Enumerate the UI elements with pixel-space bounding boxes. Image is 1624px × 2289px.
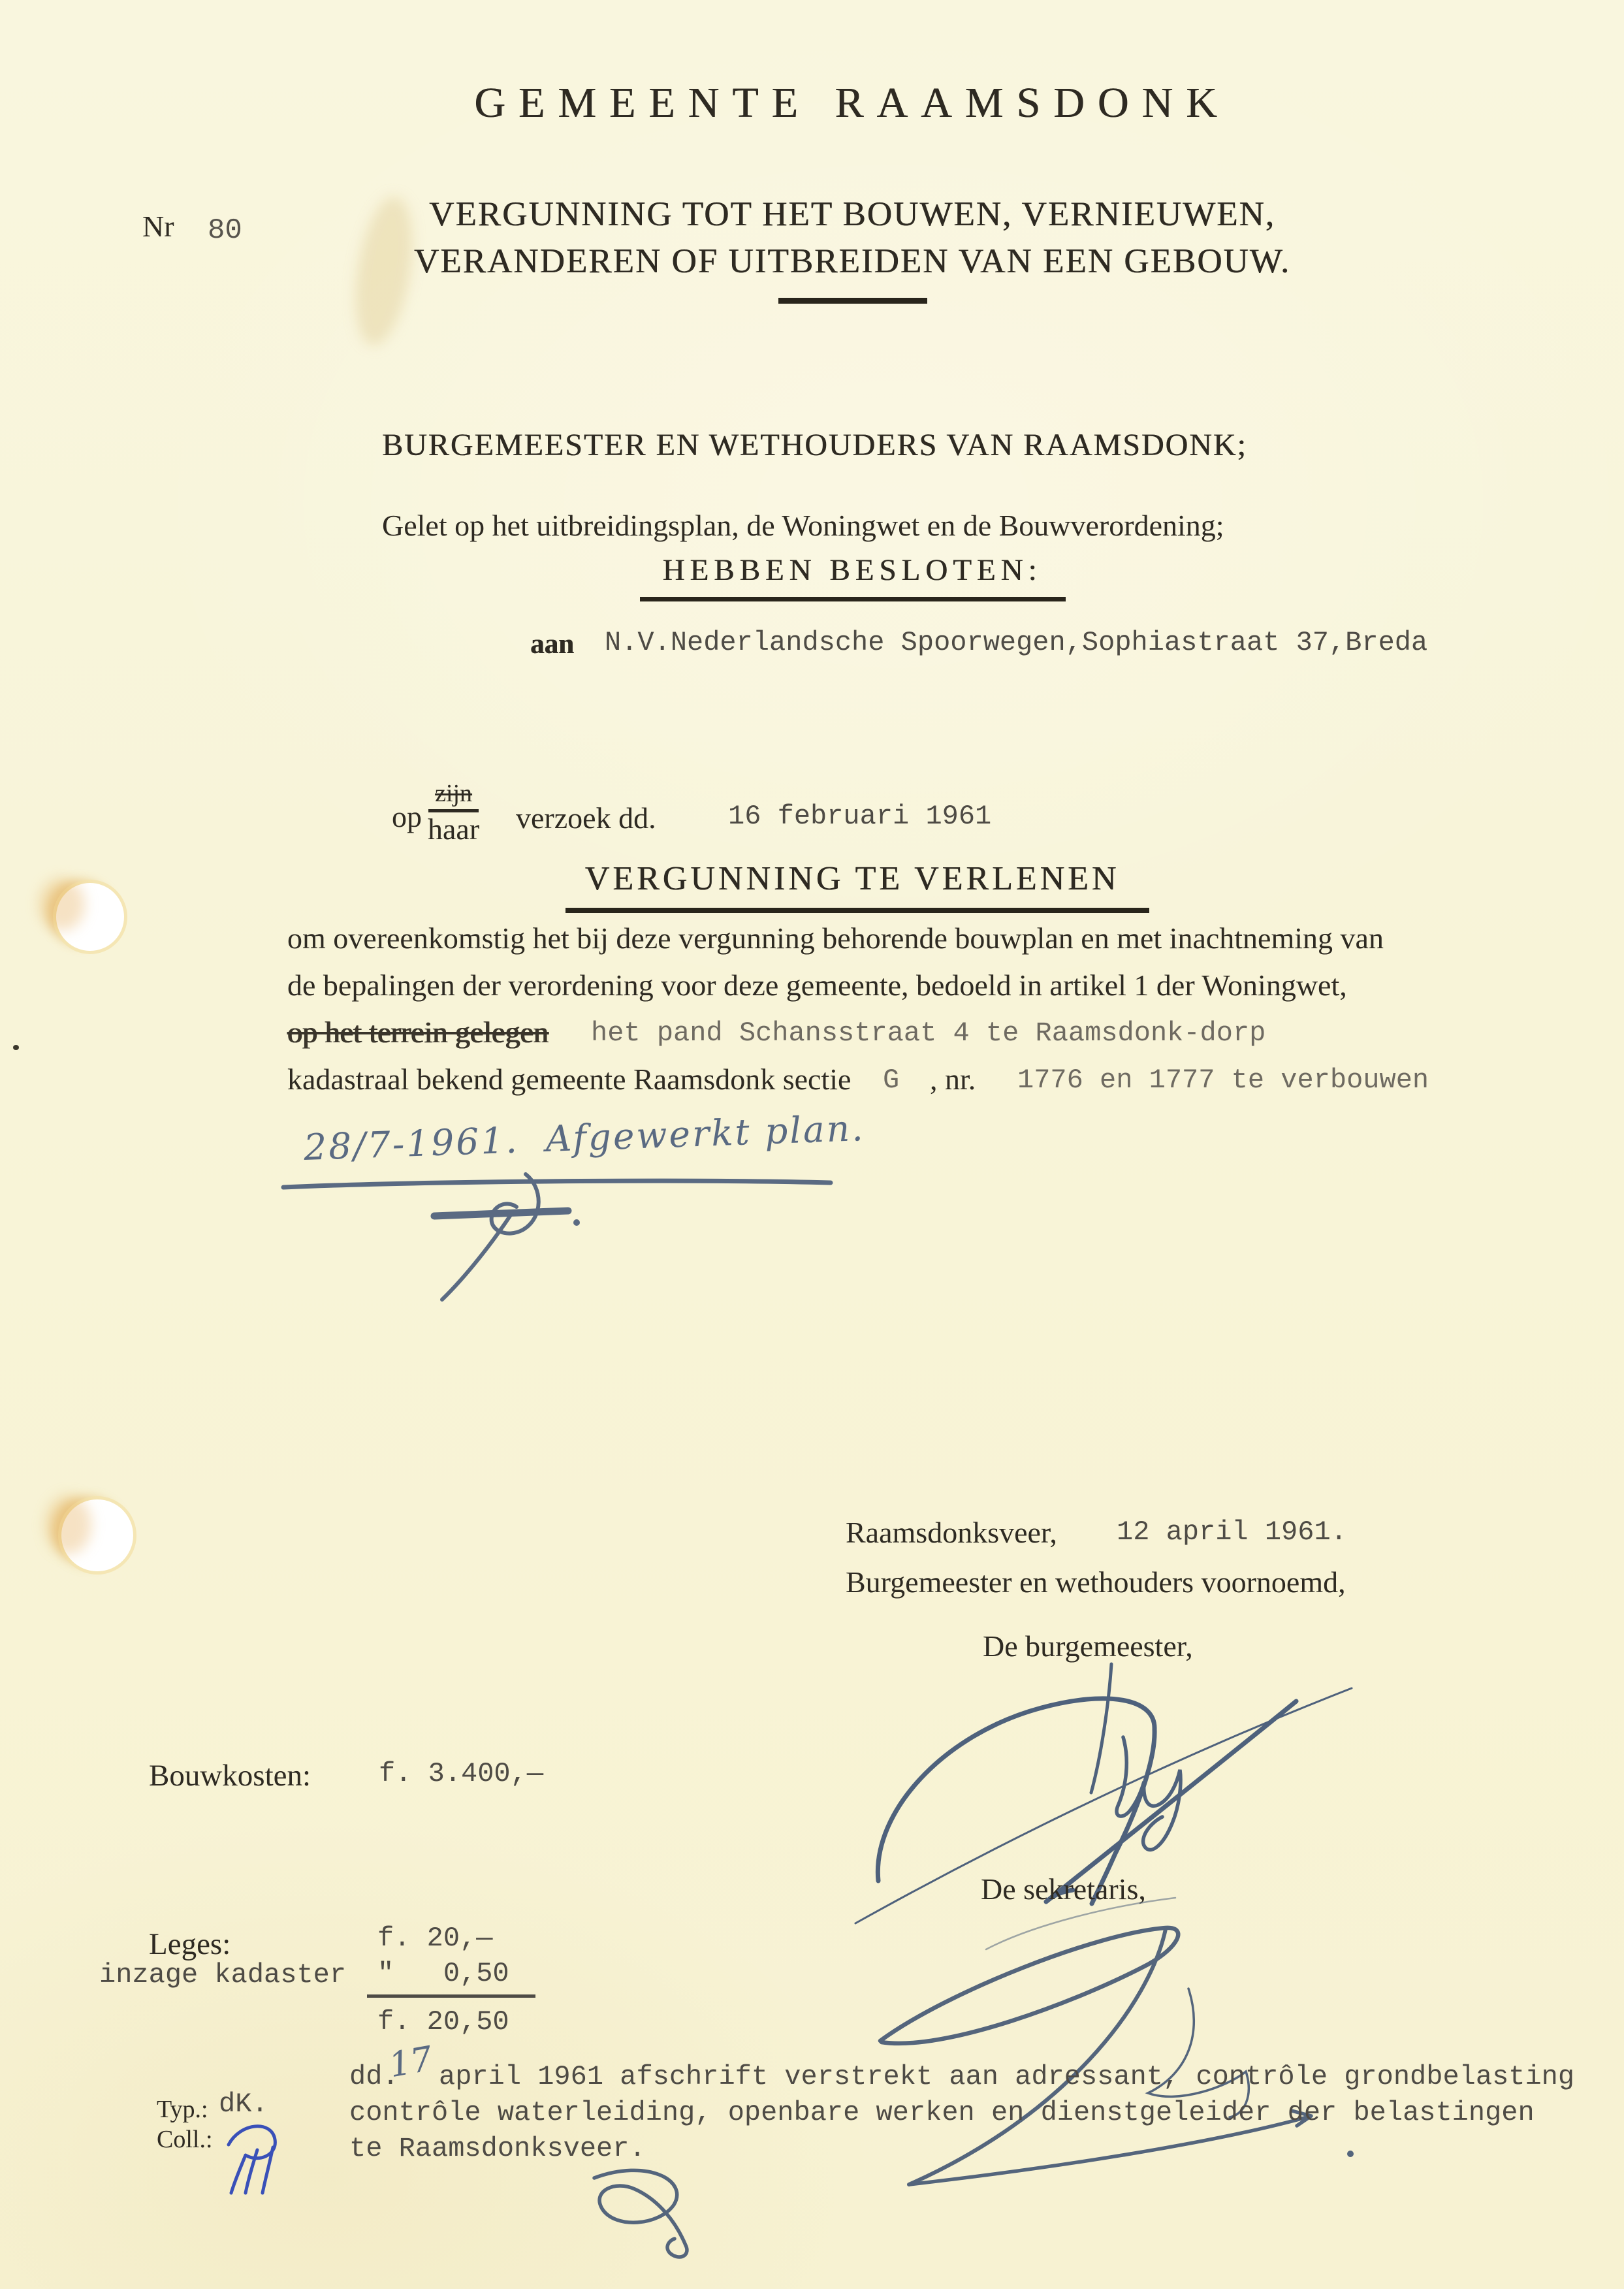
- handwritten-note: 28/7-1961. Afgewerkt plan.: [303, 1107, 866, 1168]
- footer-line1: april 1961 afschrift verstrekt aan adressant, contrôle grondbelasting: [439, 2061, 1575, 2092]
- municipality-title: GEMEENTE RAAMSDONK: [474, 79, 1230, 127]
- costs-value: f. 3.400,—: [379, 1758, 544, 1789]
- costs-label: Bouwkosten:: [149, 1759, 311, 1793]
- note-paraph: [408, 1169, 584, 1306]
- request-date: 16 februari 1961: [728, 801, 992, 832]
- grantee-value: N.V.Nederlandsche Spoorwegen,Sophiastraat 37,Breda: [605, 627, 1428, 658]
- leges-label: Leges:: [149, 1927, 231, 1961]
- considering-line: Gelet op het uitbreidingsplan, de Woningwet en de Bouwverordening;: [382, 509, 1224, 542]
- request-prefix: op: [392, 800, 422, 833]
- decision-heading: HEBBEN BESLOTEN:: [662, 553, 1042, 587]
- permit-number-label: Nr: [142, 210, 174, 243]
- body-line4-printed: kadastraal bekend gemeente Raamsdonk sectie: [287, 1063, 852, 1096]
- typ-value: dK.: [219, 2089, 268, 2120]
- body-line4-nr-label: , nr.: [930, 1063, 976, 1096]
- dateline-date: 12 april 1961.: [1117, 1516, 1347, 1548]
- issuer-line: BURGEMEESTER EN WETHOUDERS VAN RAAMSDONK;: [382, 428, 1247, 462]
- body-line3-struck: op het terrein gelegen: [287, 1016, 549, 1049]
- pronoun-choice: [428, 781, 479, 845]
- signatories-line: Burgemeester en wethouders voornoemd,: [846, 1565, 1346, 1599]
- body-line2: de bepalingen der verordening voor deze gemeente, bedoeld in artikel 1 der Woningwet,: [287, 968, 1347, 1002]
- dateline-place: Raamsdonksveer,: [846, 1516, 1057, 1549]
- footer-line2: contrôle waterleiding, openbare werken en dienstgeleider der belastingen: [349, 2097, 1535, 2128]
- kadaster-label: inzage kadaster: [99, 1959, 347, 1991]
- mayor-label: De burgemeester,: [983, 1629, 1193, 1663]
- secretary-label: De sekretaris,: [981, 1872, 1146, 1906]
- fees-total-rule: [367, 1994, 535, 1998]
- secretary-signature: [836, 1887, 1371, 2214]
- clerk-paraph: [210, 2115, 302, 2200]
- body-line4-typed: 1776 en 1777 te verbouwen: [1017, 1064, 1429, 1096]
- typ-label: Typ.:: [157, 2096, 208, 2123]
- body-line3-typed: het pand Schansstraat 4 te Raamsdonk-dorp: [591, 1017, 1266, 1049]
- decision-heading-rule: [640, 597, 1066, 601]
- request-label: verzoek dd.: [516, 801, 656, 835]
- grantee-label: aan: [530, 629, 574, 660]
- body-line1: om overeenkomstig het bij deze vergunning behorende bouwplan en met inachtneming van: [287, 921, 1384, 955]
- paper-stain: [46, 1496, 91, 1554]
- permit-title-line1: VERGUNNING TOT HET BOUWEN, VERNIEUWEN,: [429, 195, 1275, 233]
- permit-title-rule: [778, 298, 927, 304]
- body-line4-section: G: [883, 1064, 900, 1096]
- permit-title-line2: VERANDEREN OF UITBREIDEN VAN EEN GEBOUW.: [413, 242, 1291, 280]
- grant-heading: VERGUNNING TE VERLENEN: [584, 860, 1120, 897]
- fees-total: f. 20,50: [377, 2006, 509, 2038]
- footer-date-handwritten: 17: [386, 2039, 436, 2086]
- permit-number-value: 80: [208, 214, 242, 247]
- footer-line3: te Raamsdonksveer.: [349, 2133, 646, 2164]
- paper-stain: [39, 878, 85, 931]
- footer-scribble: [555, 2162, 712, 2266]
- paper-fleck: [13, 1045, 19, 1050]
- grant-heading-rule: [565, 908, 1149, 913]
- pronoun-struck: zijn: [428, 781, 479, 812]
- coll-label: Coll.:: [157, 2126, 213, 2153]
- footer-dd-label: dd.: [349, 2061, 399, 2092]
- kadaster-value: " 0,50: [377, 1958, 509, 1989]
- leges-value: f. 20,—: [377, 1923, 493, 1954]
- pronoun-alternative: haar: [428, 812, 480, 846]
